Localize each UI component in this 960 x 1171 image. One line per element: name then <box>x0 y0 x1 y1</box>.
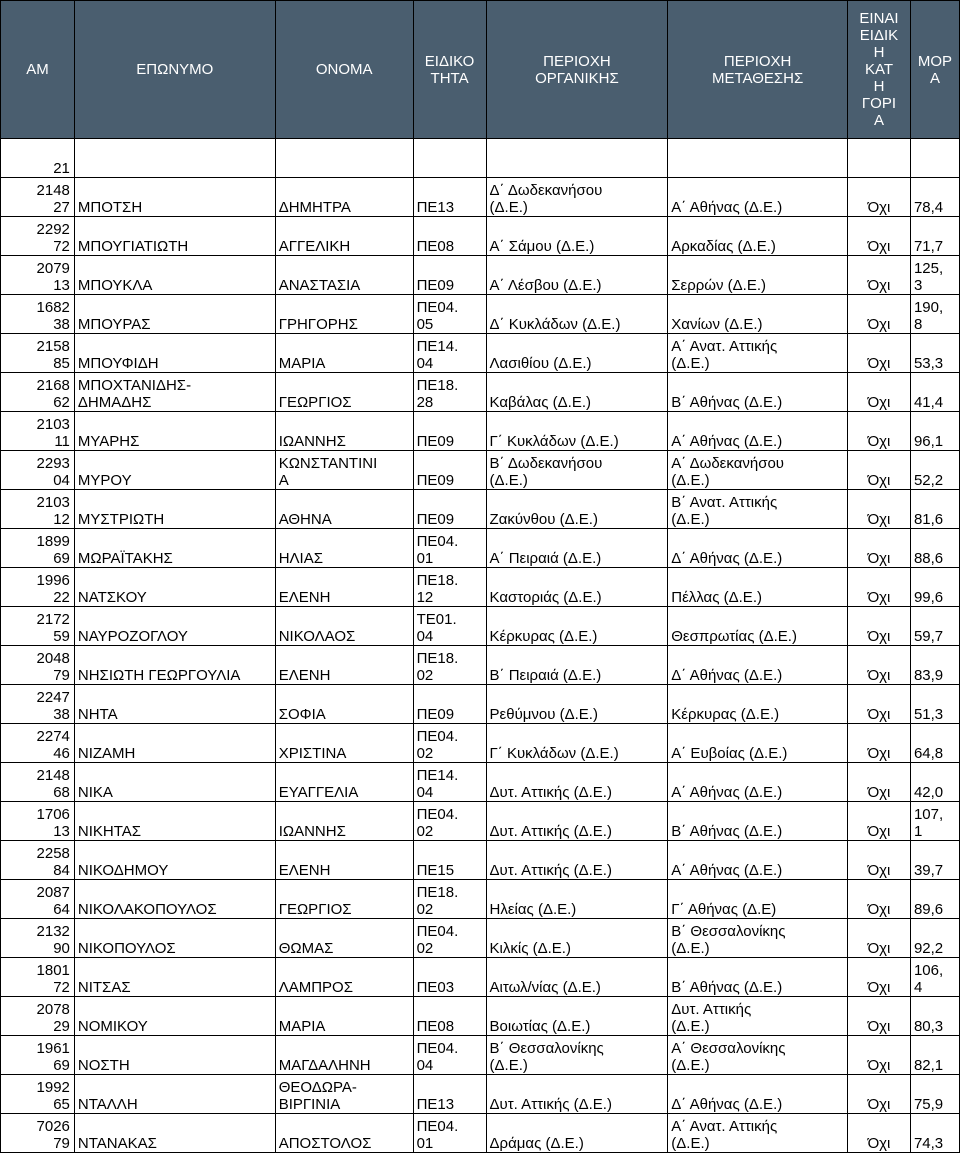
table-row <box>1 919 960 958</box>
table-row <box>1 1114 960 1153</box>
cell-special <box>848 139 911 178</box>
cell-surname: ΝΙΚΟΛΑΚΟΠΟΥΛΟΣ <box>74 880 275 919</box>
cell-specialty: ΠΕ08 <box>413 997 486 1036</box>
table-row <box>1 295 960 334</box>
cell-points: 78,4 <box>910 178 959 217</box>
cell-am: 2087 64 <box>1 880 75 919</box>
cell-am: 2158 85 <box>1 334 75 373</box>
cell-surname: ΝΙΖΑΜΗ <box>74 724 275 763</box>
table-row <box>1 685 960 724</box>
cell-special: Όχι <box>848 490 911 529</box>
cell-origin: Λασιθίου (Δ.Ε.) <box>486 334 668 373</box>
cell-special: Όχι <box>848 724 911 763</box>
cell-specialty: ΠΕ04. 04 <box>413 1036 486 1075</box>
cell-am: 1961 69 <box>1 1036 75 1075</box>
cell-transfer: Δ΄ Αθήνας (Δ.Ε.) <box>668 529 848 568</box>
cell-transfer: Α΄ Δωδεκανήσου (Δ.Ε.) <box>668 451 848 490</box>
cell-specialty: ΠΕ08 <box>413 217 486 256</box>
cell-transfer: Β΄ Αθήνας (Δ.Ε.) <box>668 958 848 997</box>
cell-surname: ΝΙΚΟΔΗΜΟΥ <box>74 841 275 880</box>
cell-specialty: ΠΕ09 <box>413 256 486 295</box>
cell-origin: Βοιωτίας (Δ.Ε.) <box>486 997 668 1036</box>
cell-specialty <box>413 139 486 178</box>
cell-transfer: Α΄ Θεσσαλονίκης (Δ.Ε.) <box>668 1036 848 1075</box>
cell-origin: Β΄ Δωδεκανήσου (Δ.Ε.) <box>486 451 668 490</box>
cell-origin: Αιτωλ/νίας (Δ.Ε.) <box>486 958 668 997</box>
cell-specialty: ΠΕ09 <box>413 490 486 529</box>
cell-surname: ΝΟΣΤΗ <box>74 1036 275 1075</box>
cell-surname: ΜΩΡΑΪΤΑΚΗΣ <box>74 529 275 568</box>
cell-points: 71,7 <box>910 217 959 256</box>
cell-name: ΕΛΕΝΗ <box>275 841 413 880</box>
cell-points: 106, 4 <box>910 958 959 997</box>
cell-am: 2148 68 <box>1 763 75 802</box>
cell-specialty: ΠΕ18. 28 <box>413 373 486 412</box>
cell-surname <box>74 139 275 178</box>
table-row <box>1 529 960 568</box>
cell-origin: Ρεθύμνου (Δ.Ε.) <box>486 685 668 724</box>
cell-special: Όχι <box>848 256 911 295</box>
header-points: ΜΟΡ Α <box>910 1 959 139</box>
cell-am: 1996 22 <box>1 568 75 607</box>
cell-points: 74,3 <box>910 1114 959 1153</box>
cell-surname: ΜΥΑΡΗΣ <box>74 412 275 451</box>
cell-transfer: Α΄ Αθήνας (Δ.Ε.) <box>668 763 848 802</box>
table-row <box>1 646 960 685</box>
cell-special: Όχι <box>848 373 911 412</box>
cell-am: 1992 65 <box>1 1075 75 1114</box>
cell-specialty: ΠΕ04. 02 <box>413 724 486 763</box>
header-row <box>1 1 960 139</box>
cell-origin: Δ΄ Κυκλάδων (Δ.Ε.) <box>486 295 668 334</box>
cell-points: 75,9 <box>910 1075 959 1114</box>
cell-name: ΕΛΕΝΗ <box>275 568 413 607</box>
cell-transfer: Κέρκυρας (Δ.Ε.) <box>668 685 848 724</box>
cell-points: 53,3 <box>910 334 959 373</box>
cell-points: 96,1 <box>910 412 959 451</box>
cell-special: Όχι <box>848 568 911 607</box>
cell-am: 2258 84 <box>1 841 75 880</box>
cell-name <box>275 139 413 178</box>
cell-transfer: Β΄ Θεσσαλονίκης (Δ.Ε.) <box>668 919 848 958</box>
cell-origin: Καβάλας (Δ.Ε.) <box>486 373 668 412</box>
cell-special: Όχι <box>848 334 911 373</box>
cell-am: 2168 62 <box>1 373 75 412</box>
cell-name: ΘΩΜΑΣ <box>275 919 413 958</box>
cell-points: 64,8 <box>910 724 959 763</box>
cell-specialty: ΠΕ04. 02 <box>413 919 486 958</box>
cell-origin: Γ΄ Κυκλάδων (Δ.Ε.) <box>486 724 668 763</box>
table-row <box>1 490 960 529</box>
cell-origin: Α΄ Λέσβου (Δ.Ε.) <box>486 256 668 295</box>
cell-transfer: Χανίων (Δ.Ε.) <box>668 295 848 334</box>
header-special-category: ΕΙΝΑΙ ΕΙΔΙΚ Η ΚΑΤ Η ΓΟΡΙ Α <box>848 1 911 139</box>
cell-origin <box>486 139 668 178</box>
cell-special: Όχι <box>848 802 911 841</box>
cell-origin: Δυτ. Αττικής (Δ.Ε.) <box>486 1075 668 1114</box>
cell-transfer: Δ΄ Αθήνας (Δ.Ε.) <box>668 1075 848 1114</box>
table-row <box>1 880 960 919</box>
cell-transfer: Α΄ Αθήνας (Δ.Ε.) <box>668 841 848 880</box>
cell-special: Όχι <box>848 958 911 997</box>
cell-transfer: Α΄ Ευβοίας (Δ.Ε.) <box>668 724 848 763</box>
cell-special: Όχι <box>848 1114 911 1153</box>
cell-name: ΕΛΕΝΗ <box>275 646 413 685</box>
cell-name: ΚΩΝΣΤΑΝΤΙΝΙ Α <box>275 451 413 490</box>
cell-specialty: ΠΕ13 <box>413 178 486 217</box>
cell-surname: ΝΙΚΑ <box>74 763 275 802</box>
cell-name: ΑΘΗΝΑ <box>275 490 413 529</box>
cell-surname: ΜΥΣΤΡΙΩΤΗ <box>74 490 275 529</box>
cell-specialty: ΠΕ14. 04 <box>413 763 486 802</box>
cell-am: 2103 11 <box>1 412 75 451</box>
cell-origin: Δυτ. Αττικής (Δ.Ε.) <box>486 802 668 841</box>
cell-transfer <box>668 139 848 178</box>
cell-am: 2132 90 <box>1 919 75 958</box>
cell-surname: ΝΟΜΙΚΟΥ <box>74 997 275 1036</box>
cell-am: 2148 27 <box>1 178 75 217</box>
cell-specialty: ΠΕ18. 12 <box>413 568 486 607</box>
cell-surname: ΝΤΑΝΑΚΑΣ <box>74 1114 275 1153</box>
cell-transfer: Δ΄ Αθήνας (Δ.Ε.) <box>668 646 848 685</box>
header-am: ΑΜ <box>1 1 75 139</box>
cell-name: ΜΑΡΙΑ <box>275 997 413 1036</box>
cell-transfer: Θεσπρωτίας (Δ.Ε.) <box>668 607 848 646</box>
cell-transfer: Σερρών (Δ.Ε.) <box>668 256 848 295</box>
table-row <box>1 178 960 217</box>
cell-specialty: ΠΕ04. 01 <box>413 1114 486 1153</box>
cell-transfer: Α΄ Αθήνας (Δ.Ε.) <box>668 412 848 451</box>
cell-surname: ΝΑΤΣΚΟΥ <box>74 568 275 607</box>
cell-transfer: Δυτ. Αττικής (Δ.Ε.) <box>668 997 848 1036</box>
cell-points: 39,7 <box>910 841 959 880</box>
cell-surname: ΝΙΚΗΤΑΣ <box>74 802 275 841</box>
cell-specialty: ΠΕ04. 02 <box>413 802 486 841</box>
cell-points: 99,6 <box>910 568 959 607</box>
cell-special: Όχι <box>848 880 911 919</box>
cell-special: Όχι <box>848 685 911 724</box>
table-row <box>1 1036 960 1075</box>
cell-surname: ΜΠΟΥΡΑΣ <box>74 295 275 334</box>
cell-points: 92,2 <box>910 919 959 958</box>
table-row <box>1 373 960 412</box>
cell-points: 52,2 <box>910 451 959 490</box>
cell-origin: Δυτ. Αττικής (Δ.Ε.) <box>486 763 668 802</box>
cell-points: 41,4 <box>910 373 959 412</box>
table-row <box>1 763 960 802</box>
table-row <box>1 412 960 451</box>
cell-transfer: Α΄ Ανατ. Αττικής (Δ.Ε.) <box>668 1114 848 1153</box>
cell-surname: ΜΠΟΥΦΙΔΗ <box>74 334 275 373</box>
cell-origin: Δ΄ Δωδεκανήσου (Δ.Ε.) <box>486 178 668 217</box>
cell-special: Όχι <box>848 1036 911 1075</box>
cell-transfer: Β΄ Αθήνας (Δ.Ε.) <box>668 373 848 412</box>
cell-origin: Α΄ Πειραιά (Δ.Ε.) <box>486 529 668 568</box>
table-row <box>1 256 960 295</box>
cell-name: ΔΗΜΗΤΡΑ <box>275 178 413 217</box>
cell-specialty: ΠΕ03 <box>413 958 486 997</box>
cell-origin: Α΄ Σάμου (Δ.Ε.) <box>486 217 668 256</box>
cell-specialty: ΠΕ09 <box>413 412 486 451</box>
cell-name: ΣΟΦΙΑ <box>275 685 413 724</box>
cell-am: 21 <box>1 139 75 178</box>
cell-specialty: ΠΕ18. 02 <box>413 646 486 685</box>
header-region-transfer: ΠΕΡΙΟΧΗ ΜΕΤΑΘΕΣΗΣ <box>668 1 848 139</box>
cell-surname: ΝΤΑΛΛΗ <box>74 1075 275 1114</box>
cell-am: 1899 69 <box>1 529 75 568</box>
cell-origin: Β΄ Πειραιά (Δ.Ε.) <box>486 646 668 685</box>
cell-transfer: Α΄ Ανατ. Αττικής (Δ.Ε.) <box>668 334 848 373</box>
cell-specialty: ΠΕ09 <box>413 451 486 490</box>
cell-name: ΓΡΗΓΟΡΗΣ <box>275 295 413 334</box>
cell-points: 80,3 <box>910 997 959 1036</box>
cell-surname: ΝΙΤΣΑΣ <box>74 958 275 997</box>
cell-specialty: ΠΕ18. 02 <box>413 880 486 919</box>
cell-am: 2247 38 <box>1 685 75 724</box>
cell-surname: ΜΠΟΥΚΛΑ <box>74 256 275 295</box>
header-specialty: ΕΙΔΙΚΟ ΤΗΤΑ <box>413 1 486 139</box>
cell-name: ΑΠΟΣΤΟΛΟΣ <box>275 1114 413 1153</box>
cell-name: ΗΛΙΑΣ <box>275 529 413 568</box>
cell-surname: ΝΙΚΟΠΟΥΛΟΣ <box>74 919 275 958</box>
cell-points: 59,7 <box>910 607 959 646</box>
cell-specialty: ΠΕ14. 04 <box>413 334 486 373</box>
cell-origin: Β΄ Θεσσαλονίκης (Δ.Ε.) <box>486 1036 668 1075</box>
cell-special: Όχι <box>848 841 911 880</box>
table-row <box>1 568 960 607</box>
cell-specialty: ΠΕ04. 05 <box>413 295 486 334</box>
cell-am: 2293 04 <box>1 451 75 490</box>
cell-am: 2078 29 <box>1 997 75 1036</box>
cell-name: ΙΩΑΝΝΗΣ <box>275 412 413 451</box>
cell-am: 2172 59 <box>1 607 75 646</box>
cell-points: 82,1 <box>910 1036 959 1075</box>
cell-special: Όχι <box>848 1075 911 1114</box>
cell-special: Όχι <box>848 529 911 568</box>
cell-name: ΓΕΩΡΓΙΟΣ <box>275 880 413 919</box>
table-row <box>1 802 960 841</box>
cell-surname: ΜΥΡΟΥ <box>74 451 275 490</box>
cell-special: Όχι <box>848 997 911 1036</box>
cell-transfer: Β΄ Ανατ. Αττικής (Δ.Ε.) <box>668 490 848 529</box>
cell-am: 2079 13 <box>1 256 75 295</box>
table-row <box>1 217 960 256</box>
cell-name: ΕΥΑΓΓΕΛΙΑ <box>275 763 413 802</box>
cell-points: 51,3 <box>910 685 959 724</box>
table-row <box>1 1075 960 1114</box>
cell-name: ΛΑΜΠΡΟΣ <box>275 958 413 997</box>
cell-origin: Κιλκίς (Δ.Ε.) <box>486 919 668 958</box>
cell-origin: Ηλείας (Δ.Ε.) <box>486 880 668 919</box>
header-name: ΟΝΟΜΑ <box>275 1 413 139</box>
cell-surname: ΝΗΤΑ <box>74 685 275 724</box>
cell-transfer: Αρκαδίας (Δ.Ε.) <box>668 217 848 256</box>
cell-am: 1706 13 <box>1 802 75 841</box>
cell-name: ΝΙΚΟΛΑΟΣ <box>275 607 413 646</box>
cell-surname: ΜΠΟΥΓΙΑΤΙΩΤΗ <box>74 217 275 256</box>
cell-origin: Καστοριάς (Δ.Ε.) <box>486 568 668 607</box>
cell-transfer: Β΄ Αθήνας (Δ.Ε.) <box>668 802 848 841</box>
cell-name: ΜΑΡΙΑ <box>275 334 413 373</box>
cell-origin: Κέρκυρας (Δ.Ε.) <box>486 607 668 646</box>
header-surname: ΕΠΩΝΥΜΟ <box>74 1 275 139</box>
cell-special: Όχι <box>848 646 911 685</box>
cell-origin: Ζακύνθου (Δ.Ε.) <box>486 490 668 529</box>
cell-points: 81,6 <box>910 490 959 529</box>
cell-points: 107, 1 <box>910 802 959 841</box>
cell-special: Όχι <box>848 295 911 334</box>
cell-origin: Δράμας (Δ.Ε.) <box>486 1114 668 1153</box>
cell-am: 2048 79 <box>1 646 75 685</box>
cell-specialty: ΤΕ01. 04 <box>413 607 486 646</box>
cell-points: 42,0 <box>910 763 959 802</box>
cell-am: 2274 46 <box>1 724 75 763</box>
cell-transfer: Πέλλας (Δ.Ε.) <box>668 568 848 607</box>
cell-am: 2292 72 <box>1 217 75 256</box>
cell-surname: ΜΠΟΧΤΑΝΙΔΗΣ- ΔΗΜΑΔΗΣ <box>74 373 275 412</box>
cell-special: Όχι <box>848 451 911 490</box>
cell-am: 2103 12 <box>1 490 75 529</box>
table-row <box>1 841 960 880</box>
table-row <box>1 958 960 997</box>
cell-am: 1682 38 <box>1 295 75 334</box>
cell-specialty: ΠΕ15 <box>413 841 486 880</box>
cell-specialty: ΠΕ04. 01 <box>413 529 486 568</box>
table-row <box>1 724 960 763</box>
header-region-origin: ΠΕΡΙΟΧΗ ΟΡΓΑΝΙΚΗΣ <box>486 1 668 139</box>
cell-special: Όχι <box>848 919 911 958</box>
cell-points: 190, 8 <box>910 295 959 334</box>
cell-name: ΙΩΑΝΝΗΣ <box>275 802 413 841</box>
table-row <box>1 139 960 178</box>
cell-points <box>910 139 959 178</box>
table-row <box>1 334 960 373</box>
cell-points: 83,9 <box>910 646 959 685</box>
cell-am: 7026 79 <box>1 1114 75 1153</box>
cell-special: Όχι <box>848 217 911 256</box>
cell-special: Όχι <box>848 178 911 217</box>
cell-am: 1801 72 <box>1 958 75 997</box>
cell-origin: Δυτ. Αττικής (Δ.Ε.) <box>486 841 668 880</box>
cell-special: Όχι <box>848 763 911 802</box>
cell-transfer: Γ΄ Αθήνας (Δ.Ε) <box>668 880 848 919</box>
cell-name: ΘΕΟΔΩΡΑ- ΒΙΡΓΙΝΙΑ <box>275 1075 413 1114</box>
cell-specialty: ΠΕ13 <box>413 1075 486 1114</box>
cell-special: Όχι <box>848 607 911 646</box>
cell-points: 88,6 <box>910 529 959 568</box>
cell-points: 125, 3 <box>910 256 959 295</box>
cell-specialty: ΠΕ09 <box>413 685 486 724</box>
cell-surname: ΜΠΟΤΣΗ <box>74 178 275 217</box>
table-row <box>1 451 960 490</box>
cell-special: Όχι <box>848 412 911 451</box>
cell-surname: ΝΑΥΡΟΖΟΓΛΟΥ <box>74 607 275 646</box>
cell-transfer: Α΄ Αθήνας (Δ.Ε.) <box>668 178 848 217</box>
cell-name: ΓΕΩΡΓΙΟΣ <box>275 373 413 412</box>
cell-points: 89,6 <box>910 880 959 919</box>
cell-name: ΜΑΓΔΑΛΗΝΗ <box>275 1036 413 1075</box>
cell-name: ΑΓΓΕΛΙΚΗ <box>275 217 413 256</box>
cell-surname: ΝΗΣΙΩΤΗ ΓΕΩΡΓΟΥΛΙΑ <box>74 646 275 685</box>
table-row <box>1 997 960 1036</box>
cell-name: ΧΡΙΣΤΙΝΑ <box>275 724 413 763</box>
table-row <box>1 607 960 646</box>
cell-origin: Γ΄ Κυκλάδων (Δ.Ε.) <box>486 412 668 451</box>
cell-name: ΑΝΑΣΤΑΣΙΑ <box>275 256 413 295</box>
